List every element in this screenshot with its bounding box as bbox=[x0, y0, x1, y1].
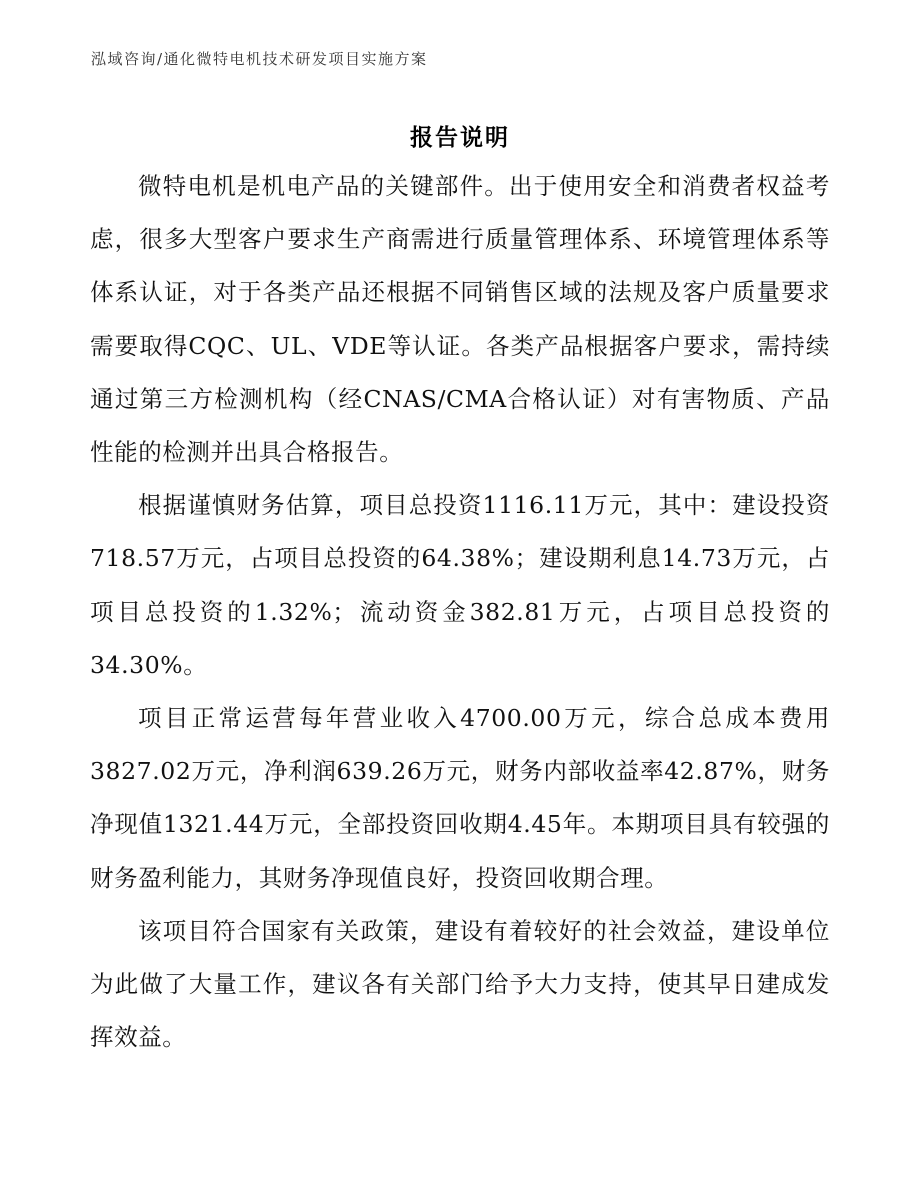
document-body bbox=[90, 160, 830, 1064]
running-header: 泓域咨询/通化微特电机技术研发项目实施方案 bbox=[91, 50, 428, 68]
paragraph-product-certification: 微特电机是机电产品的关键部件。出于使用安全和消费者权益考虑，很多大型客户要求生产商需进行质量管理体系、环境管理体系等体系认证，对于各类产品还根据不同销售区域的法规及客户质量要求需要取得CQC、UL、VDE等认证。各类产品根据客户要求，需持续通过第三方检测机构（经CNAS/CMA合格认证）对有害物质、产品性能的检测并出具合格报告。 bbox=[90, 172, 830, 467]
document-title: 报告说明 bbox=[410, 125, 510, 151]
paragraph-financial-performance: 项目正常运营每年营业收入4700.00万元，综合总成本费用3827.02万元，净利润639.26万元，财务内部收益率42.87%，财务净现值1321.44万元，全部投资回收期4.45年。本期项目具有较强的财务盈利能力，其财务净现值良好，投资回收期合理。 bbox=[90, 704, 830, 892]
paragraph-conclusion: 该项目符合国家有关政策，建设有着较好的社会效益，建设单位为此做了大量工作，建议各有关部门给予大力支持，使其早日建成发挥效益。 bbox=[90, 916, 830, 1052]
paragraph-investment-breakdown: 根据谨慎财务估算，项目总投资1116.11万元，其中：建设投资718.57万元，占项目总投资的64.38%；建设期利息14.73万元，占项目总投资的1.32%；流动资金382.81万元，占项目总投资的34.30%。 bbox=[90, 491, 830, 679]
